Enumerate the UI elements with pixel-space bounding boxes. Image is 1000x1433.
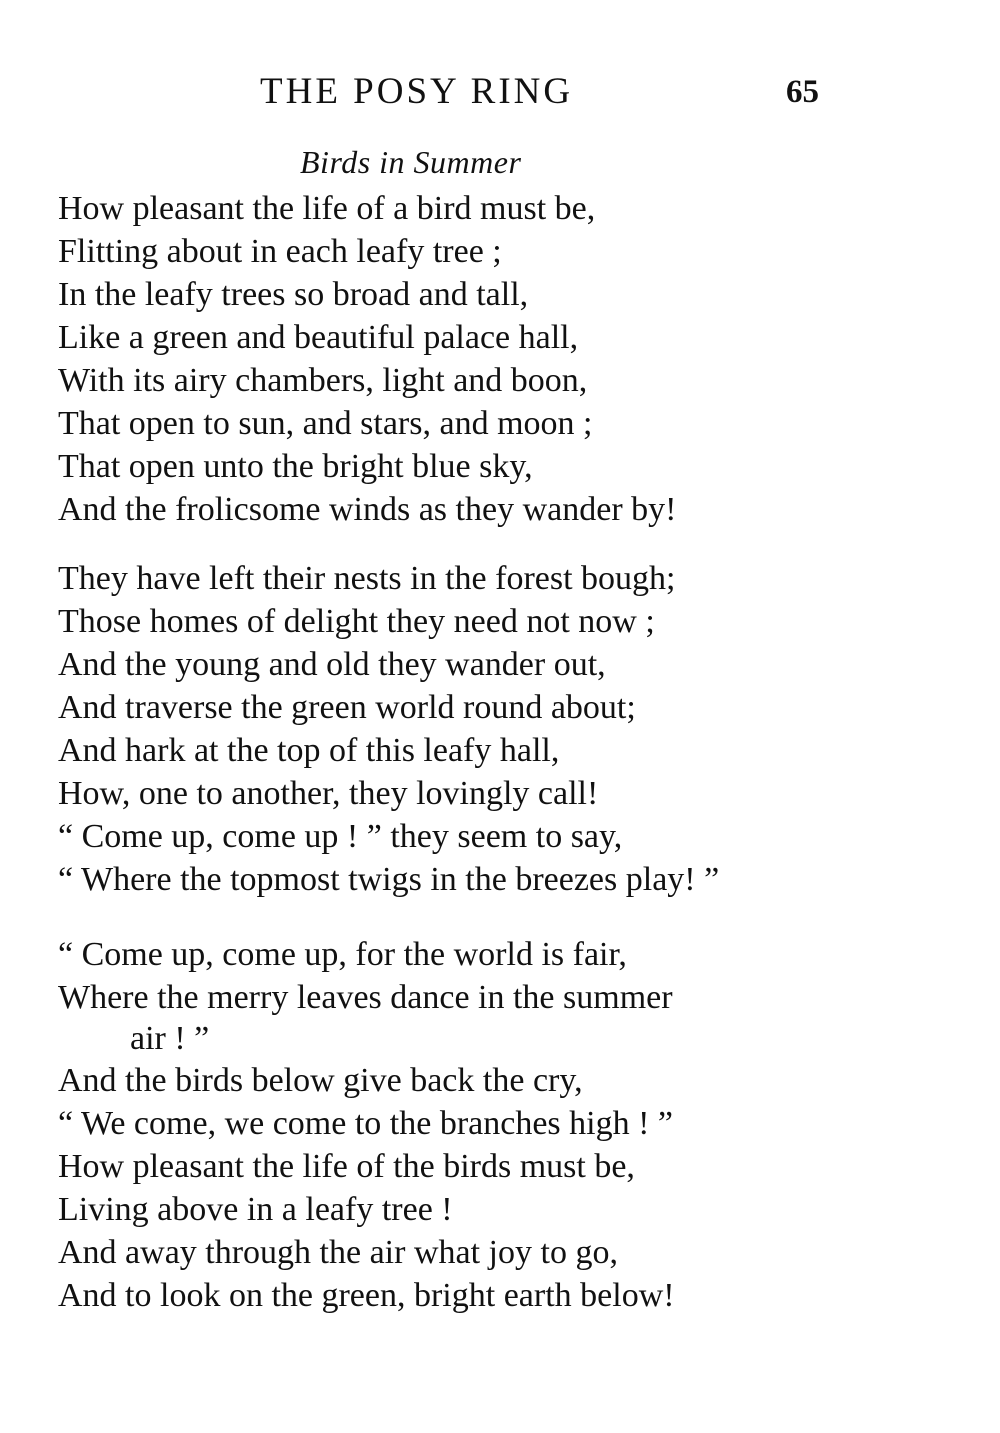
poem-line: How pleasant the life of the birds must be, xyxy=(58,1148,635,1185)
poem-line: And to look on the green, bright earth below! xyxy=(58,1277,675,1314)
poem-line: And the birds below give back the cry, xyxy=(58,1062,583,1099)
poem-line: “ We come, we come to the branches high ! ” xyxy=(58,1105,674,1142)
stanza-2 xyxy=(58,557,848,901)
running-head xyxy=(0,70,1000,120)
poem-line: How pleasant the life of a bird must be, xyxy=(58,190,596,227)
poem-line: How, one to another, they lovingly call! xyxy=(58,775,599,812)
poem-line: And away through the air what joy to go, xyxy=(58,1234,618,1271)
poem-line: Living above in a leafy tree ! xyxy=(58,1191,453,1228)
stanza-1 xyxy=(58,187,848,531)
poem-line: In the leafy trees so broad and tall, xyxy=(58,276,529,313)
page-number: 65 xyxy=(786,74,819,110)
poem-line-continuation: air ! ” xyxy=(130,1020,210,1057)
poem-line: They have left their nests in the forest bough; xyxy=(58,560,676,597)
poem-line: With its airy chambers, light and boon, xyxy=(58,362,588,399)
poem-line: “ Come up, come up ! ” they seem to say, xyxy=(58,818,623,855)
poem-line: Where the merry leaves dance in the summer xyxy=(58,979,673,1016)
poem-line: Like a green and beautiful palace hall, xyxy=(58,319,579,356)
book-title: THE POSY RING xyxy=(260,71,574,112)
poem-line: And traverse the green world round about; xyxy=(58,689,636,726)
poem-line: And hark at the top of this leafy hall, xyxy=(58,732,560,769)
poem-line: That open unto the bright blue sky, xyxy=(58,448,533,485)
poem-line: And the young and old they wander out, xyxy=(58,646,606,683)
poem-line: And the frolicsome winds as they wander by! xyxy=(58,491,677,528)
poem-line: Those homes of delight they need not now ; xyxy=(58,603,655,640)
poem-line: That open to sun, and stars, and moon ; xyxy=(58,405,593,442)
poem-line: “ Come up, come up, for the world is fair, xyxy=(58,936,627,973)
stanza-3 xyxy=(58,933,848,1317)
poem-line: Flitting about in each leafy tree ; xyxy=(58,233,502,270)
poem-title: Birds in Summer xyxy=(300,144,522,180)
poem-line: “ Where the topmost twigs in the breezes play! ” xyxy=(58,861,720,898)
